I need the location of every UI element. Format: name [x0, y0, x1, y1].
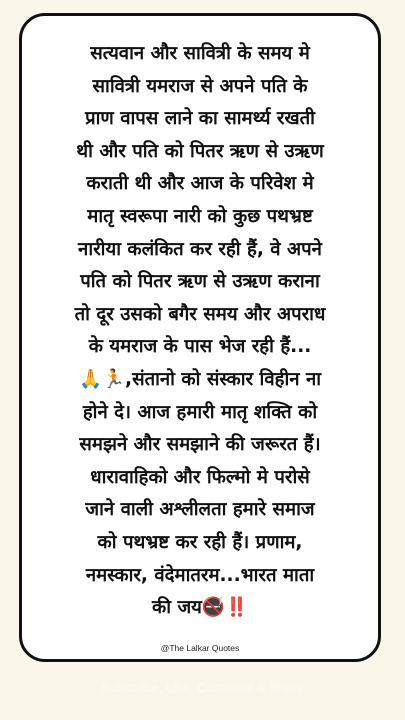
quote-text: सत्यवान और सावित्री के समय मे सावित्री यमराज से अपने पति के प्राण वापस लाने का सामर्थ्य रखती थी और पति को पितर ऋण से उऋण कराती थी और आज के परिवेश मे मातृ स्वरूपा नारी को कुछ पथभ्रष्ट नारीया कलंकित कर रही हैं, वे अपने पति को पितर ऋण से उऋण कराना तो दूर उसको बगैर समय और अपराध के यमराज के पास भेज रही हैं... 🙏🏃,संतानो को संस्कार विहीन ना होने दे। आज हमारी मातृ शक्ति को समझने और समझाने की जरूरत हैं। धारावाहिको और फिल्मो मे परोसे जाने वाली अश्लीलता हमारे समाज को पथभ्रष्ट कर रही हैं। प्रणाम, नमस्कार, वंदेमातरम...भारत माता की जय🚭‼️ [74, 43, 326, 619]
quote-card [19, 13, 381, 662]
watermark-credit: @The Lalkar Quotes [160, 643, 240, 653]
faded-caption: Subscribe, Like, Comment & Share [100, 680, 305, 695]
